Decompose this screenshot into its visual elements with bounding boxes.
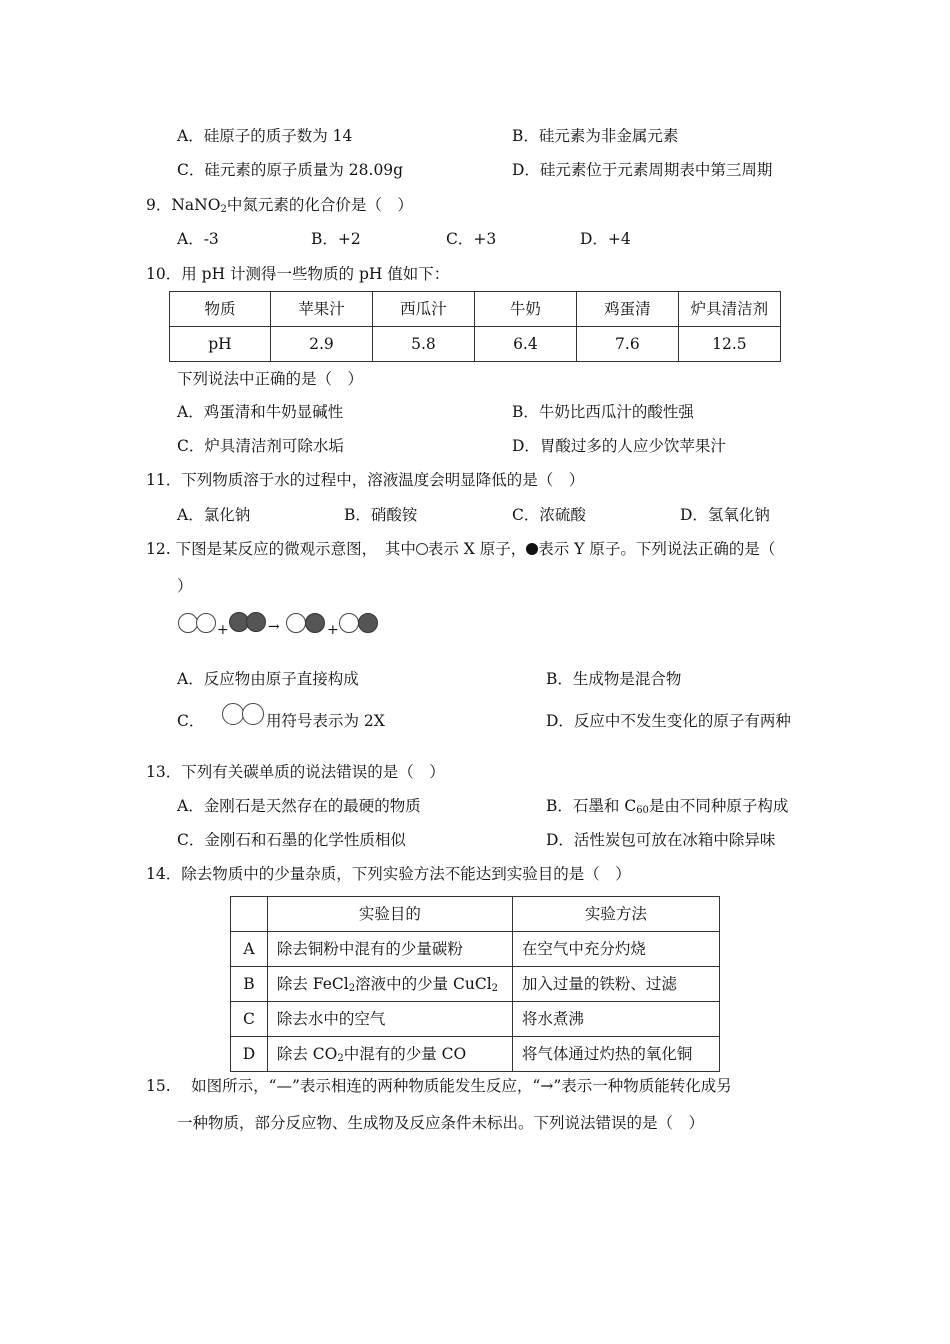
- q10-option-d: D．胃酸过多的人应少饮苹果汁: [512, 437, 726, 455]
- q11-option-b: B．硝酸铵: [344, 506, 418, 524]
- q11-option-c: C．浓硫酸: [512, 506, 586, 524]
- q11-option-d: D．氢氧化钠: [680, 506, 770, 524]
- q9-stem-tail: 中氮元素的化合价是（ ）: [226, 196, 413, 214]
- table-row: [231, 1037, 720, 1072]
- ph-table-header: 西瓜汁: [372, 292, 474, 327]
- q8-option-c: C．硅元素的原子质量为 28.09g: [177, 161, 404, 179]
- experiment-table-header: 实验方法: [512, 897, 719, 932]
- row-purpose: [267, 967, 512, 1002]
- q9-option-d: D．+4: [580, 230, 631, 248]
- q13-option-b-subscript: 60: [636, 805, 649, 816]
- q13-stem: 13．下列有关碳单质的说法错误的是（ ）: [146, 763, 445, 781]
- q12-stem-text-y: 表示 Y 原子。下列说法正确的是（: [538, 540, 776, 558]
- y-atom: [305, 613, 325, 633]
- ph-table-header: 炉具清洁剂: [678, 292, 780, 327]
- ph-table-cell: 7.6: [576, 327, 678, 362]
- experiment-table: [230, 896, 720, 1072]
- q12-stem-end: ）: [177, 577, 193, 595]
- row-purpose-text: 除去 FeCl: [276, 975, 349, 993]
- q11-stem: 11．下列物质溶于水的过程中，溶液温度会明显降低的是（ ）: [146, 471, 585, 489]
- ph-table-cell: 6.4: [474, 327, 576, 362]
- x-atom: [339, 613, 359, 633]
- ph-table-header: 鸡蛋清: [576, 292, 678, 327]
- q11-option-a: A．氯化钠: [177, 506, 251, 524]
- ph-table-cell: 5.8: [372, 327, 474, 362]
- x-atom: [242, 703, 264, 725]
- q8-option-d: D．硅元素位于元素周期表中第三周期: [512, 161, 773, 179]
- table-row: [231, 932, 720, 967]
- experiment-table-header-row: [231, 897, 720, 932]
- ph-table-header: 苹果汁: [270, 292, 372, 327]
- row-purpose-text: 溶液中的少量 CuCl: [355, 975, 492, 993]
- ph-table-cell: 2.9: [270, 327, 372, 362]
- row-purpose-text: 除去 CO: [276, 1045, 338, 1063]
- q10-option-c: C．炉具清洁剂可除水垢: [177, 437, 344, 455]
- q9-option-a: A．-3: [177, 230, 219, 248]
- ph-table-cell: pH: [170, 327, 271, 362]
- row-purpose-subscript: 2: [337, 1053, 344, 1064]
- ph-table-header-row: [170, 292, 781, 327]
- q10-option-b: B．牛奶比西瓜汁的酸性强: [512, 403, 694, 421]
- table-row: [231, 1002, 720, 1037]
- q12-option-b: B．生成物是混合物: [546, 670, 682, 688]
- q13-option-c: C．金刚石和石墨的化学性质相似: [177, 831, 406, 849]
- row-purpose: [267, 1037, 512, 1072]
- q12-option-d: D．反应中不发生变化的原子有两种: [546, 712, 791, 730]
- plus-sign: +: [327, 622, 339, 638]
- row-purpose-subscript: 2: [348, 983, 356, 994]
- x-atom: [178, 613, 198, 633]
- q9-stem: [146, 195, 413, 215]
- q13-option-d: D．活性炭包可放在冰箱中除异味: [546, 831, 776, 849]
- q8-option-a: A．硅原子的质子数为 14: [177, 127, 353, 145]
- row-purpose: 除去铜粉中混有的少量碳粉: [267, 932, 512, 967]
- q9-subscript: 2: [220, 204, 227, 215]
- row-method: 将水煮沸: [512, 1002, 719, 1037]
- x-atom-legend-icon: [416, 543, 428, 555]
- y-atom-legend-icon: [526, 543, 538, 555]
- ph-table-header: 牛奶: [474, 292, 576, 327]
- ph-table-header: 物质: [170, 292, 271, 327]
- row-label: B: [231, 967, 268, 1002]
- x-atom: [196, 613, 216, 633]
- q9-option-b: B．+2: [311, 230, 361, 248]
- row-purpose-subscript: 2: [491, 983, 499, 994]
- q12-option-c-label: C．: [177, 712, 205, 730]
- reaction-arrow: →: [268, 619, 280, 635]
- plus-sign: +: [217, 622, 229, 638]
- q14-stem: 14．除去物质中的少量杂质，下列实验方法不能达到实验目的是（ ）: [146, 865, 631, 883]
- q10-option-a: A．鸡蛋清和牛奶显碱性: [177, 403, 344, 421]
- row-label: A: [231, 932, 268, 967]
- ph-table-cell: 12.5: [678, 327, 780, 362]
- q13-option-b: [546, 796, 788, 816]
- row-label: D: [231, 1037, 268, 1072]
- x-atom: [222, 703, 244, 725]
- q12-option-a: A．反应物由原子直接构成: [177, 670, 359, 688]
- experiment-table-corner: [231, 897, 268, 932]
- q12-stem-text: 12. 下图是某反应的微观示意图， 其中: [146, 540, 416, 558]
- q13-option-b-text: B．石墨和 C: [546, 797, 637, 815]
- q12-stem-text-x: 表示 X 原子，: [427, 540, 527, 558]
- q15-stem-line2: 一种物质，部分反应物、生成物及反应条件未标出。下列说法错误的是（ ）: [177, 1114, 705, 1132]
- q10-stem: 10．用 pH 计测得一些物质的 pH 值如下：: [146, 265, 450, 283]
- q9-option-c: C．+3: [446, 230, 497, 248]
- row-purpose-text: 中混有的少量 CO: [343, 1045, 467, 1063]
- q9-stem-text: 9．NaNO: [146, 196, 221, 214]
- x-atom: [286, 613, 306, 633]
- row-method: 将气体通过灼热的氧化铜: [512, 1037, 719, 1072]
- y-atom: [246, 612, 266, 632]
- y-atom: [358, 613, 378, 633]
- row-method: 加入过量的铁粉、过滤: [512, 967, 719, 1002]
- q12-option-c-text: 用符号表示为 2X: [266, 712, 385, 730]
- row-method: 在空气中充分灼烧: [512, 932, 719, 967]
- ph-table-row: [170, 327, 781, 362]
- q10-question: 下列说法中正确的是（ ）: [177, 370, 364, 388]
- experiment-table-header: 实验目的: [267, 897, 512, 932]
- ph-table: [169, 291, 781, 362]
- q8-option-b: B．硅元素为非金属元素: [512, 127, 679, 145]
- q12-stem: [146, 539, 775, 559]
- row-label: C: [231, 1002, 268, 1037]
- q13-option-a: A．金刚石是天然存在的最硬的物质: [177, 797, 421, 815]
- q13-option-b-tail: 是由不同种原子构成: [648, 797, 789, 815]
- table-row: [231, 967, 720, 1002]
- row-purpose: 除去水中的空气: [267, 1002, 512, 1037]
- q15-stem-line1: 15. 如图所示，“—”表示相连的两种物质能发生反应，“→”表示一种物质能转化成另: [146, 1077, 732, 1095]
